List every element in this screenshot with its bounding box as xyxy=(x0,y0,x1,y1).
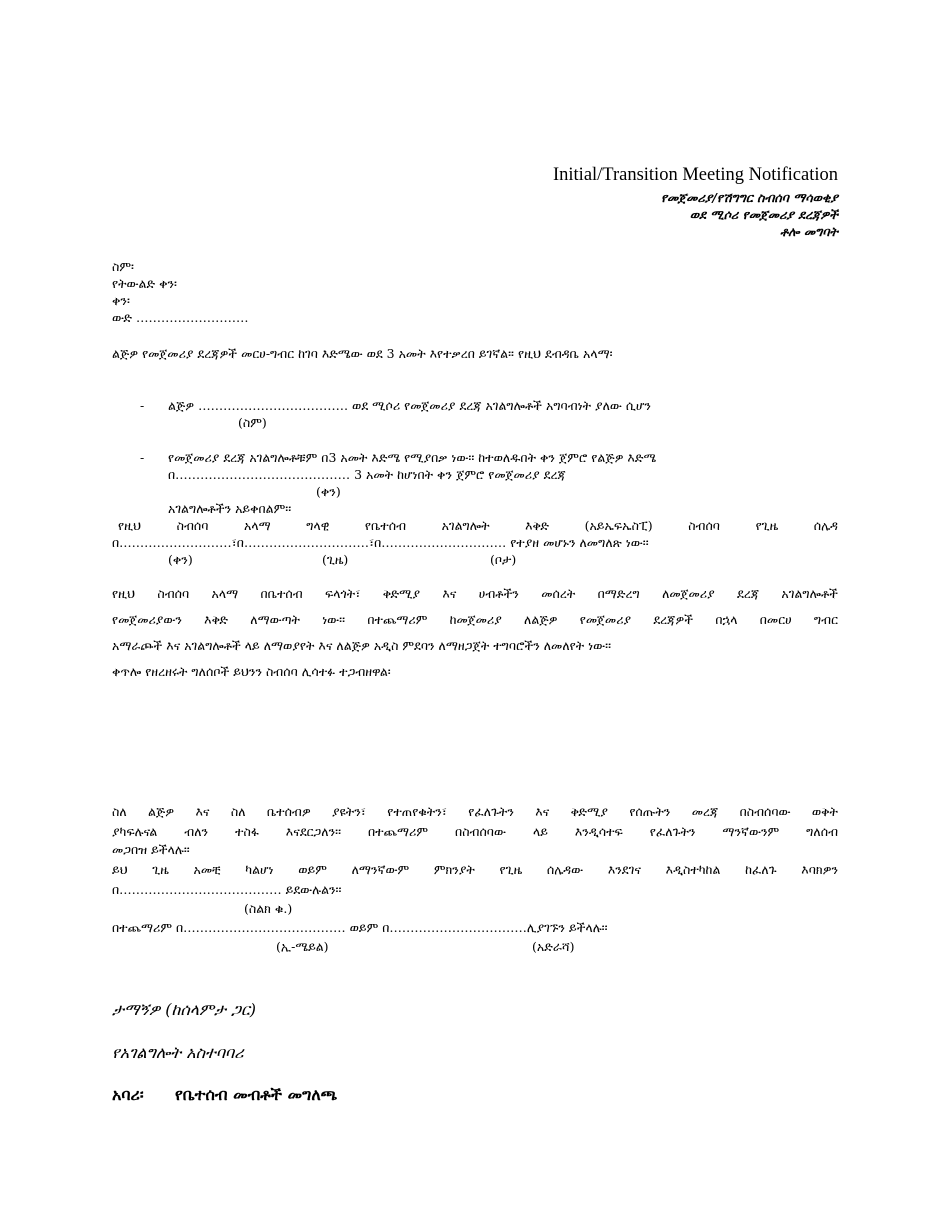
info-line-1: ስለ ልጅዎ እና ስለ ቤተሰብዎ ያዩትን፣ የተጠየቁትን፣ የፈለጉትን እና ቅድሚያ የሰጡትን መረጃ በስብሰባው ወቅት xyxy=(112,804,838,819)
document-subtitle-3: ቶሎ መግባት xyxy=(779,224,838,239)
schedule-caption-place: (ቦታ) xyxy=(490,552,517,567)
contact-line-3: በተጨማሪም በ………………………………… ወይም በ……………………………ሊያገኙን ይችላሉ፡፡ xyxy=(112,920,608,935)
date-field: ቀን፡ xyxy=(112,293,130,308)
contact-caption-phone: (ስልክ ቁ.) xyxy=(244,901,293,916)
contact-caption-email: (ኢ-ሜይል) xyxy=(276,939,329,954)
contact-line-1: ይህ ጊዜ አመቺ ካልሆነ ወይም ለማንኛውም ምክንያት የጊዜ ሰሌዳው እንደገና እዲስተካከል ከፈለጉ እባክዎን xyxy=(112,862,838,877)
bullet-marker: - xyxy=(140,450,145,465)
schedule-line-2: በ………………………፣በ…………………………፣በ………………………… የተያዘ መሆኑን ለመግለጽ ነው፡፡ xyxy=(112,535,649,550)
schedule-caption-date: (ቀን) xyxy=(168,552,193,567)
schedule-line-1: የዚህ ስብሰባ አላማ ግላዊ የቤተሰብ አገልግሎት እቅድ (አይኤፍኤስፒ) ስብሰባ የጊዜ ሰሌዳ xyxy=(118,518,838,533)
contact-caption-address: (አድራሻ) xyxy=(532,939,575,954)
attachment-value: የቤተሰብ መብቶች መግለጫ xyxy=(175,1085,338,1104)
name-field: ስም፡ xyxy=(112,259,134,274)
info-line-2: ያካፍሉናል ብለን ተስፋ እናደርጋለን፡፡ በተጨማሪም በስብሰባው ላይ እንዲሳተፍ የፈለጉትን ማንኛውንም ግለሰብ xyxy=(112,824,838,839)
birthdate-field: የትውልድ ቀን፡ xyxy=(112,276,177,291)
contact-line-2: በ………………………………… ይደውሉልን፡፡ xyxy=(112,882,342,897)
document-subtitle-2: ወደ ሚሶሪ የመጀመሪያ ደረጃዎች xyxy=(689,207,838,222)
salutation: ውድ ……………………… xyxy=(112,310,249,325)
closing-sincerely: ታማኝዎ (ከሰላምታ ጋር) xyxy=(112,1000,257,1019)
bullet-2-line-1: የመጀመሪያ ደረጃ አገልግሎቶቹም በ3 አመት እድሜ የሚያበቃ ነው፡፡ ከተወለዱበት ቀን ጀምሮ የልጅዎ እድሜ xyxy=(168,450,657,465)
purpose-line-1: የዚህ ስብሰባ አላማ በቤተሰብ ፍላጎት፣ ቅድሚያ እና ሀብቶችን መሰረት በማድረግ ለመጀመሪያ ደረጃ አገልግሎቶች xyxy=(112,586,838,601)
document-title: Initial/Transition Meeting Notification xyxy=(552,165,838,185)
intro-paragraph: ልጅዎ የመጀመሪያ ደረጃዎች መርሀ-ግብር ከገባ እድሜው ወደ 3 አመት እየተቃረበ ይገኛል፡፡ የዚህ ደብዳቤ አላማ፡ xyxy=(112,346,613,361)
purpose-line-3: አማራጮች እና አገልግሎቶች ላይ ለማወያየት እና ለልጅዎ አዲስ ምደባን ለማዘጋጀት ተግባሮችን ለመለየት ነው፡፡ xyxy=(112,638,612,653)
attachment-label: አባሪ፡ xyxy=(112,1085,144,1104)
purpose-line-2: የመጀመሪያውን እቅድ ለማውጣት ነው፡፡ በተጨማሪም ከመጀመሪያ ለልጅዎ የመጀመሪያ ደረጃዎች በኋላ በመርሀ ግብር xyxy=(112,612,838,627)
schedule-caption-time: (ጊዜ) xyxy=(322,552,349,567)
document-subtitle-1: የመጀመሪያ/የሽግግር ስብሰባ ማሳወቂያ xyxy=(660,190,838,205)
bullet-2-line-2: በ…………………………………… 3 አመት ከሆነበት ቀን ጀምሮ የመጀመሪያ ደረጃ xyxy=(168,467,566,482)
bullet-2-line-3: አገልግሎቶችን አይቀበልም፡፡ xyxy=(168,501,292,516)
bullet-1-caption: (ስም) xyxy=(238,415,267,430)
info-line-3: መጋበዝ ይችላሉ፡፡ xyxy=(112,842,190,857)
bullet-2-caption: (ቀን) xyxy=(316,484,341,499)
bullet-1-text: ልጅዎ ……………………………… ወደ ሚሶሪ የመጀመሪያ ደረጃ አገልግሎቶች አግባብነት ያለው ሲሆን xyxy=(168,398,651,413)
bullet-marker: - xyxy=(140,398,145,413)
service-coordinator: የአገልግሎት አስተባባሪ xyxy=(112,1043,244,1062)
purpose-line-4: ቀጥሎ የዘረዘሩት ግለሰቦች ይህንን ስብሰባ ሊሳተፉ ተጋብዘዋል፡ xyxy=(112,664,391,679)
